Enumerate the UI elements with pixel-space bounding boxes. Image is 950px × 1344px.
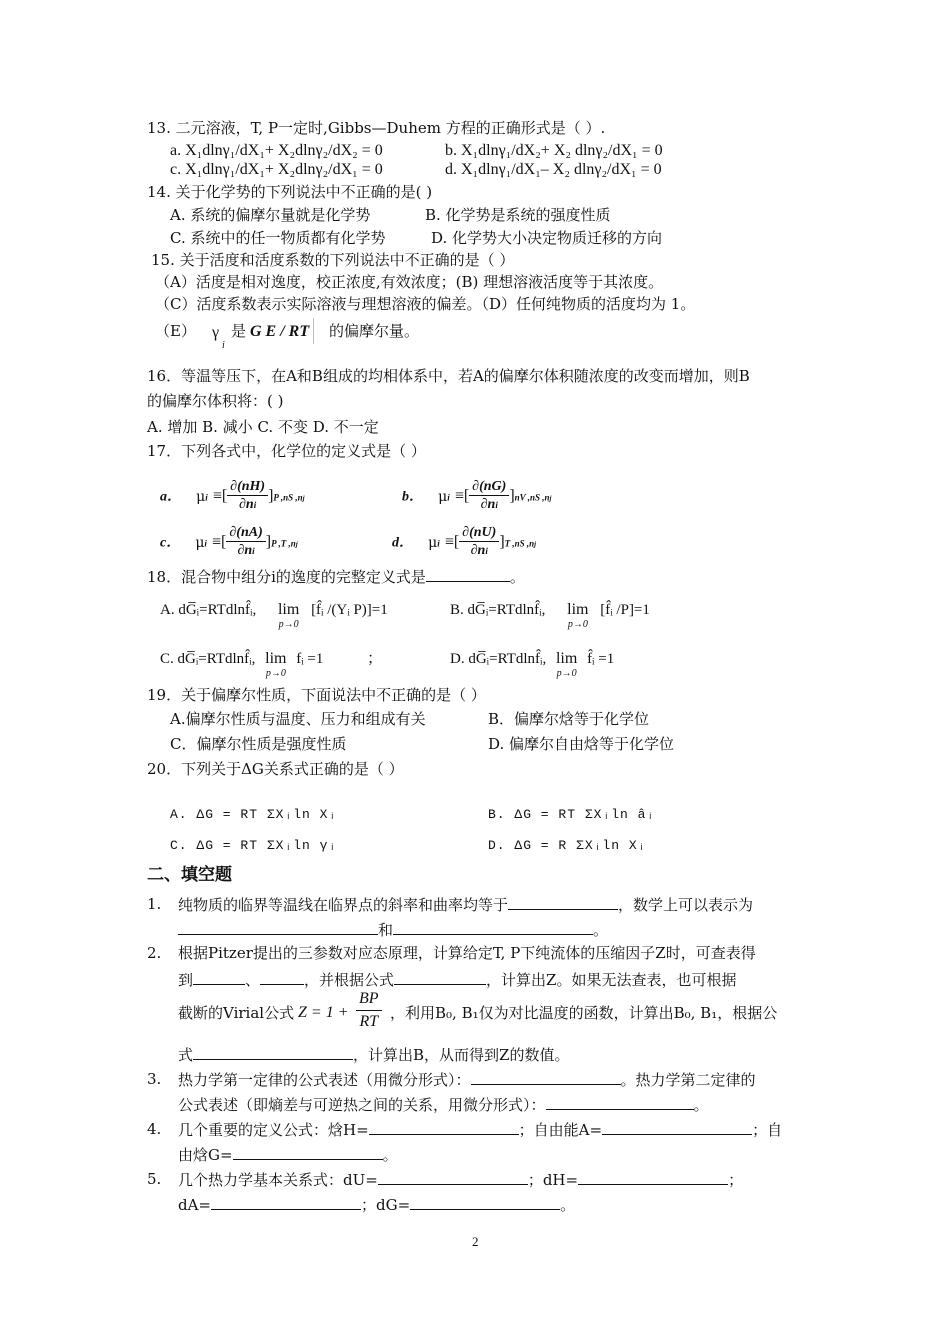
f3-number: 3. [147, 1070, 162, 1088]
q14-option-d: D. 化学势大小决定物质迁移的方向 [431, 229, 663, 247]
q17-c-fraction: $\frac{\partial(nA)}{\partial ni}$ [226, 524, 265, 560]
q15-line-2: （C）活度系数表示实际溶液与理想溶液的偏差。（D）任何纯物质的活度均为 1。 [155, 295, 696, 313]
q17-d-label: d． [392, 535, 413, 551]
q15-divider [313, 318, 314, 344]
q19-option-b: B．偏摩尔焓等于化学位 [488, 710, 650, 728]
q14-option-c: C. 系统中的任一物质都有化学势 [170, 229, 386, 247]
f2-line-1: 根据Pitzer提出的三参数对应态原理，计算给定T, P下纯流体的压缩因子Z时，可查表得 [178, 944, 756, 962]
q20-option-d: D. ΔG = R ΣXᵢln Xᵢ [488, 838, 647, 853]
q18-option-a: A. dG̅ᵢ=RTdlnf̂ᵢ, lim p→0 [f̂ᵢ /(Yᵢ P)]=1 [160, 601, 388, 630]
q16-line-1: 16．等温等压下，在A和B组成的均相体系中，若A的偏摩尔体积随浓度的改变而增加，则B [147, 367, 750, 385]
f3-blank-1[interactable] [471, 1070, 621, 1085]
q17-b-label: b． [402, 489, 423, 505]
q17-a-fraction: $\frac{\partial(nH)}{\partial ni}$ [227, 478, 268, 514]
q17-stem: 17．下列各式中，化学位的定义式是（ ） [147, 442, 426, 460]
q19-option-d: D. 偏摩尔自由焓等于化学位 [488, 735, 675, 753]
q15-ge-rt: G E / RT [250, 323, 310, 340]
q20-option-a: A. ΔG = RT ΣXᵢln Xᵢ [170, 807, 338, 822]
f1-blank-3[interactable] [393, 920, 593, 935]
q13-option-d: d. X₁dlnγ₁/dX₁– X₂ dlnγ₂/dX₁ = 0 [445, 161, 662, 178]
q14-option-a: A. 系统的偏摩尔量就是化学势 [170, 206, 371, 224]
q18-option-c: C. dG̅ᵢ=RTdlnf̂ᵢ, lim p→0 fᵢ =1 ； [160, 650, 383, 679]
q16-line-2: 的偏摩尔体积将：( ) [147, 392, 284, 410]
q13-option-b: b. X₁dlnγ₁/dX₂+ X₂ dlnγ₂/dX₁ = 0 [445, 142, 663, 159]
q15-gamma: γ [212, 324, 220, 341]
q16-options: A. 增加 B. 减小 C. 不变 D. 不一定 [147, 418, 379, 436]
q17-a-label: a． [160, 489, 181, 505]
q17-option-a: a． μi ≡[ $\frac{\partial(nH)}{\partial ni}$ ]P ,nS ,nj [160, 479, 305, 512]
f4-number: 4. [147, 1120, 162, 1138]
f2-blank-1[interactable] [193, 970, 245, 985]
f5-number: 5. [147, 1170, 162, 1188]
f2-blank-4[interactable] [193, 1045, 353, 1060]
f2-number: 2. [147, 944, 162, 962]
q18-stem: 18．混合物中组分i的逸度的完整定义式是 。 [147, 568, 525, 586]
q13-stem: 13. 二元溶液，T, P一定时,Gibbs—Duhem 方程的正确形式是（ ）. [147, 119, 606, 137]
q15-option-e-label: （E） [155, 322, 196, 340]
f1-line-2: 和 。 [178, 920, 608, 939]
f5-blank-du[interactable] [378, 1170, 528, 1185]
f4-blank-a[interactable] [602, 1120, 752, 1135]
q14-option-b: B. 化学势是系统的强度性质 [425, 206, 611, 224]
q19-stem: 19．关于偏摩尔性质，下面说法中不正确的是（ ） [147, 686, 486, 704]
f3-line-1: 热力学第一定律的公式表述（用微分形式）： 。热力学第二定律的 [178, 1071, 756, 1089]
q15-option-e-tail: 的偏摩尔量。 [329, 322, 420, 340]
q17-option-c: c． μi ≡[ $\frac{\partial(nA)}{\partial ni}$ ]P ,T ,nj [160, 525, 298, 558]
q18-option-d: D. dG̅ᵢ=RTdlnf̂ᵢ, lim p→0 f̂ᵢ =1 [450, 650, 615, 679]
f1-blank-1[interactable] [508, 895, 618, 910]
f5-blank-da[interactable] [211, 1195, 361, 1210]
f1-line-1: 纯物质的临界等温线在临界点的斜率和曲率均等于 ，数学上可以表示为 [178, 896, 754, 914]
f4-line-1: 几个重要的定义公式：焓H= ；自由能A= ；自 [178, 1121, 783, 1139]
f2-line-4: 式 ，计算出B，从而得到Z的数值。 [178, 1046, 570, 1064]
f2-formula-z: Z = 1 + [298, 1004, 349, 1021]
f2-blank-3[interactable] [394, 970, 486, 985]
f2-line-3-end: ，利用B₀, B₁仅为对比温度的函数，计算出B₀, B₁，根据公 [390, 1004, 778, 1022]
f1-number: 1. [147, 895, 162, 913]
f2-line-3-start: 截断的Virial公式 [178, 1004, 295, 1022]
f3-blank-2[interactable] [546, 1095, 694, 1110]
q17-option-d: d． μi ≡[ $\frac{\partial(nU)}{\partial ni}$ ]T ,nS ,nj [392, 525, 537, 558]
q17-d-fraction: $\frac{\partial(nU)}{\partial ni}$ [459, 524, 499, 560]
q18-option-b: B. dG̅ᵢ=RTdlnf̂ᵢ, lim p→0 [f̂ᵢ /P]=1 [450, 601, 650, 630]
q17-b-fraction: $\frac{\partial(nG)}{\partial ni}$ [469, 478, 509, 514]
q17-a-mu: μ [196, 488, 206, 505]
q15-shi: 是 [231, 322, 247, 340]
f5-line-1: 几个热力学基本关系式：dU= ；dH= ； [178, 1171, 744, 1189]
q18-answer-blank[interactable] [426, 567, 510, 582]
f5-blank-dh[interactable] [578, 1170, 728, 1185]
q17-c-label: c． [160, 535, 181, 551]
f2-blank-2[interactable] [260, 970, 304, 985]
q13-option-c: c. X₁dlnγ₁/dX₁+ X₂dlnγ₂/dX₁ = 0 [170, 161, 383, 178]
q15-stem: 15. 关于活度和活度系数的下列说法中不正确的是（ ） [151, 251, 515, 269]
f2-formula-fraction: $\frac{BP}{RT}$ [356, 988, 382, 1033]
f4-blank-h[interactable] [369, 1120, 519, 1135]
f5-line-2: dA= ；dG= 。 [178, 1196, 576, 1214]
q15-gamma-sub: i [222, 340, 225, 351]
q19-option-c: C．偏摩尔性质是强度性质 [170, 735, 347, 753]
f5-blank-dg[interactable] [410, 1195, 560, 1210]
q13-option-a: a. X₁dlnγ₁/dX₁+ X₂dlnγ₂/dX₂ = 0 [170, 142, 383, 159]
q20-stem: 20．下列关于ΔG关系式正确的是（ ） [147, 760, 404, 778]
q20-option-b: B. ΔG = RT ΣXᵢln âᵢ [488, 807, 656, 822]
f3-line-2: 公式表述（即熵差与可逆热之间的关系，用微分形式）： 。 [178, 1096, 709, 1114]
q19-option-a: A.偏摩尔性质与温度、压力和组成有关 [170, 710, 426, 728]
q14-stem: 14. 关于化学势的下列说法中不正确的是( ) [147, 183, 433, 201]
f4-line-2: 由焓G= 。 [178, 1146, 398, 1164]
f1-blank-2[interactable] [178, 920, 378, 935]
f2-line-2: 到 、 ，并根据公式 ，计算出Z。如果无法查表，也可根据 [178, 971, 737, 989]
q15-line-1: （A）活度是相对逸度，校正浓度,有效浓度；(B) 理想溶液活度等于其浓度。 [155, 273, 664, 291]
page-number: 2 [472, 1234, 479, 1249]
q20-option-c: C. ΔG = RT ΣXᵢln γᵢ [170, 838, 338, 853]
section-fill-in-title: 二、填空题 [147, 865, 232, 885]
q17-option-b: b． μi ≡[ $\frac{\partial(nG)}{\partial ni}$ ]nV ,nS ,nj [402, 479, 552, 512]
f4-blank-g[interactable] [233, 1145, 383, 1160]
